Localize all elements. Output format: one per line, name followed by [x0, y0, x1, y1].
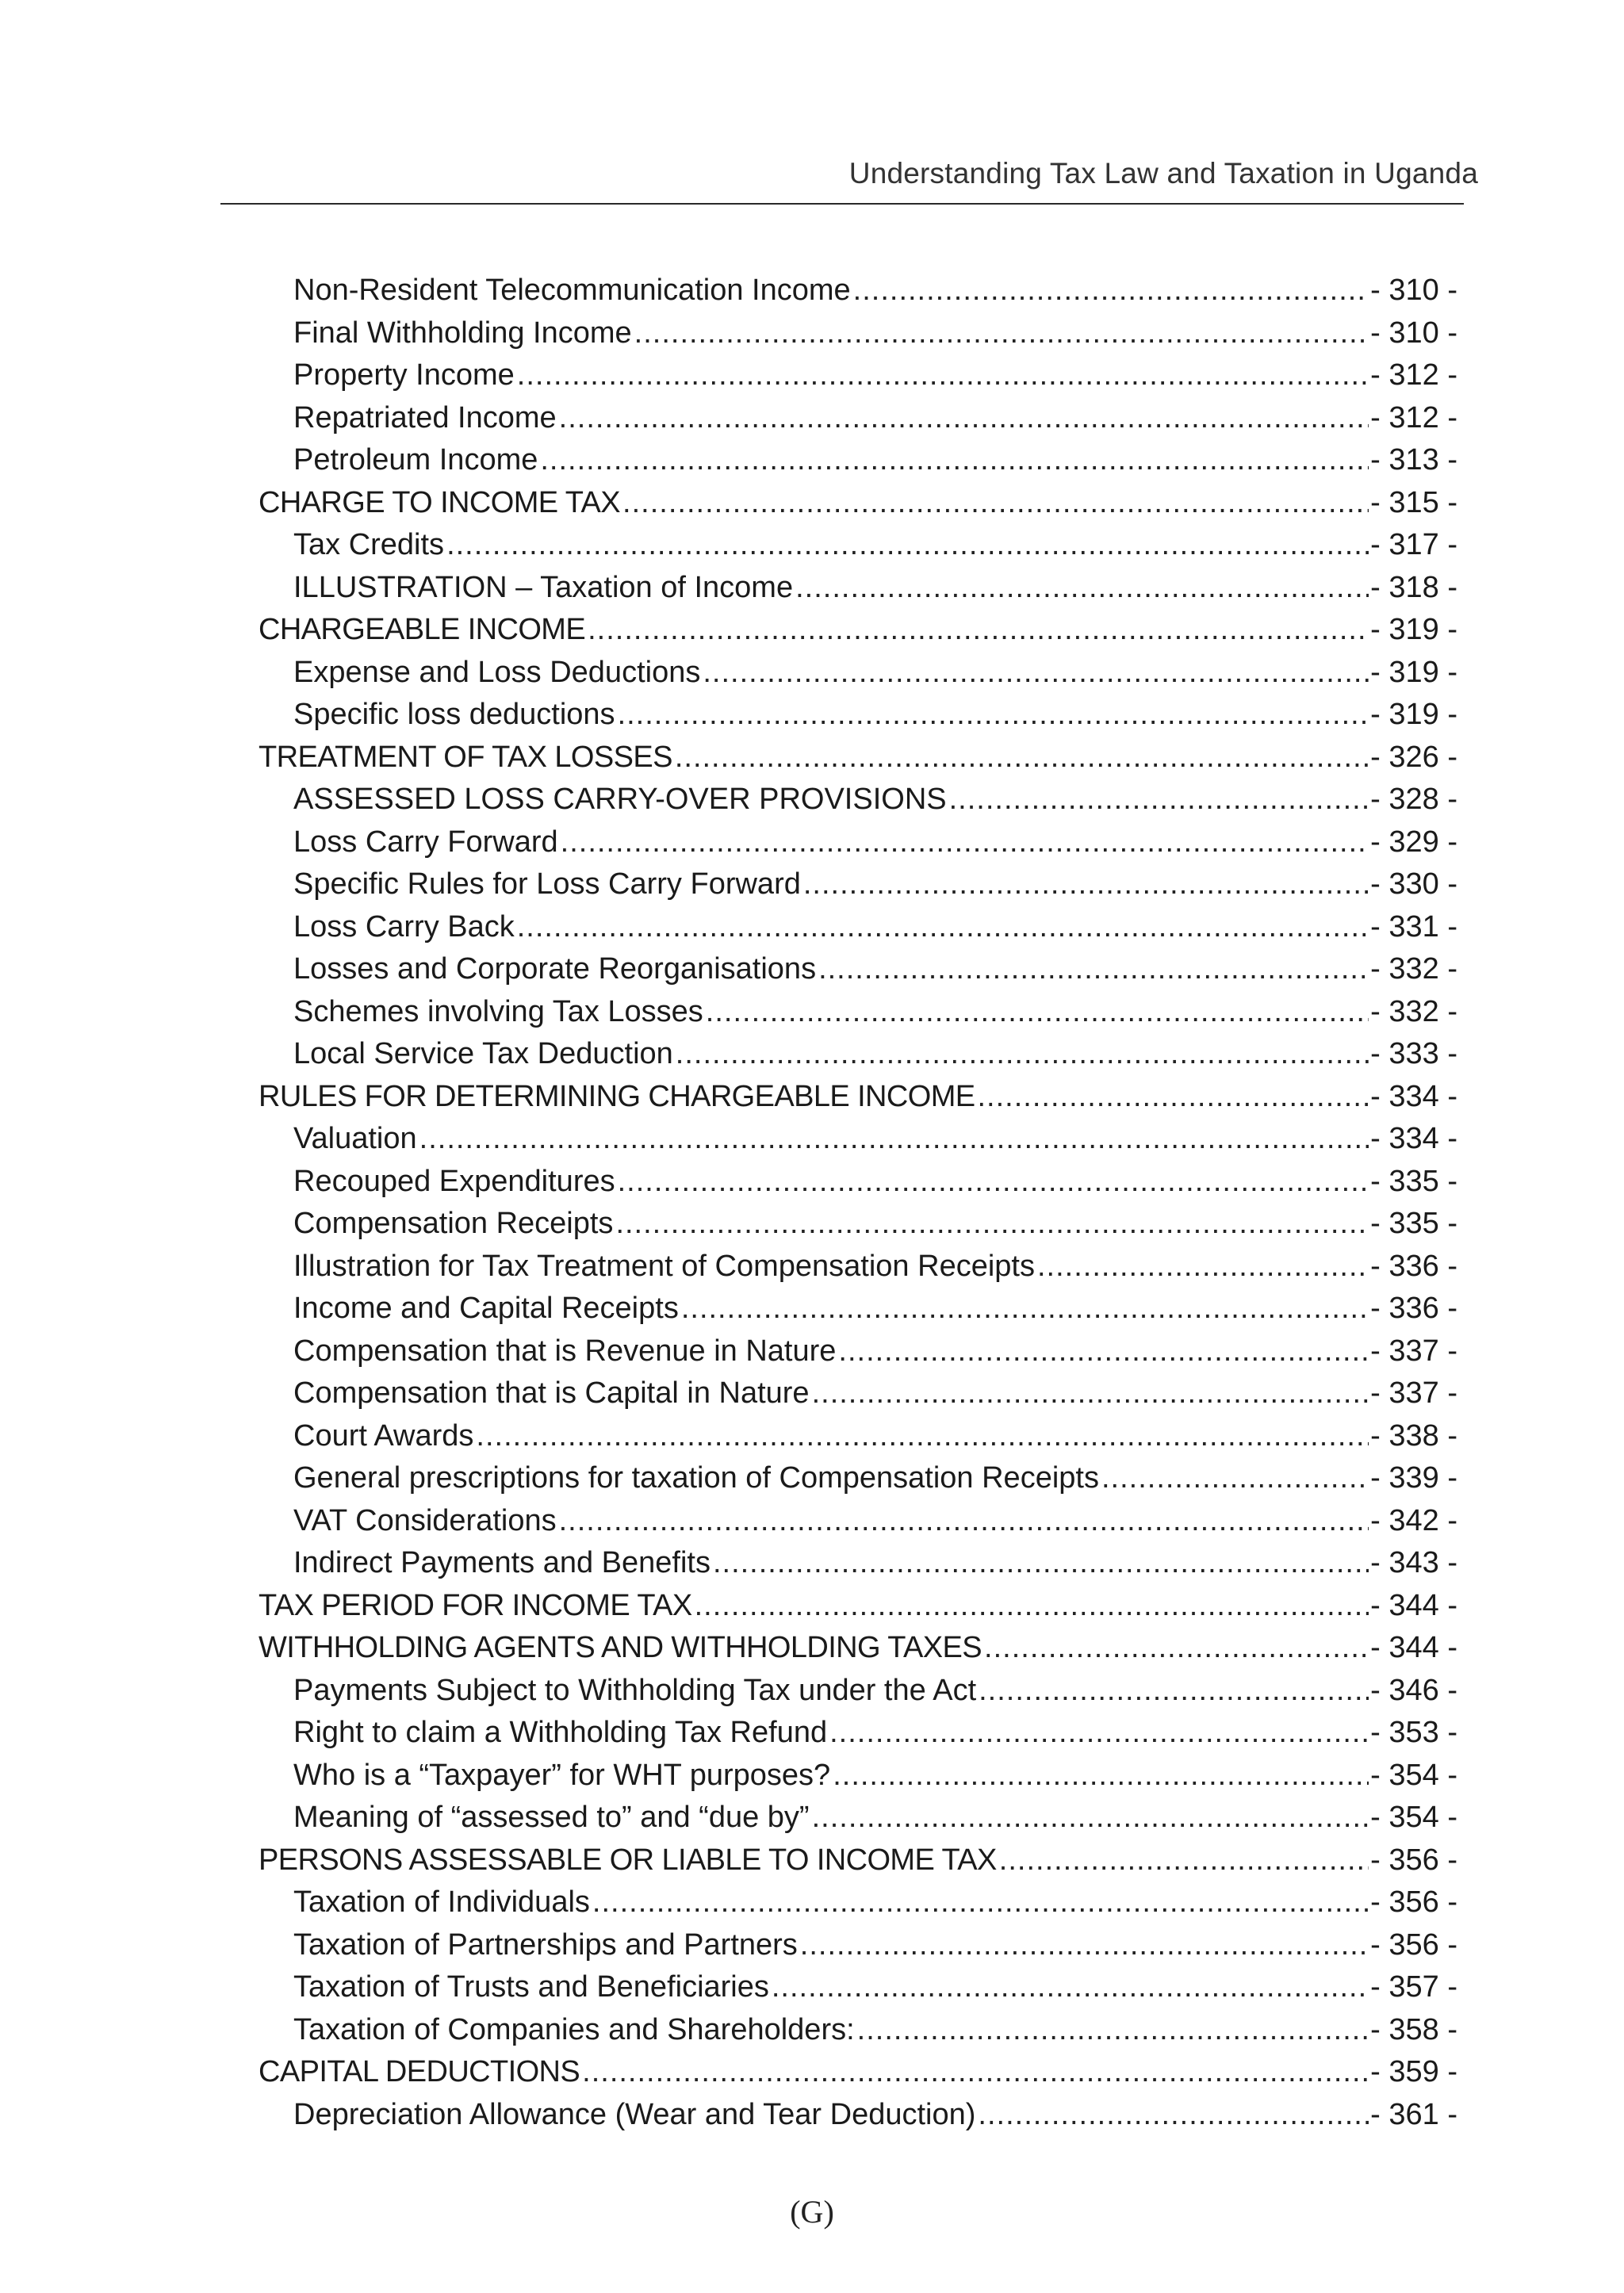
toc-entry-page: - 354 -	[1370, 1801, 1457, 1834]
toc-entry-page: - 344 -	[1370, 1588, 1457, 1622]
dot-leader	[713, 1542, 1369, 1585]
dot-leader	[622, 482, 1369, 525]
dot-leader	[446, 524, 1369, 567]
toc-entry-title: Tax Credits	[293, 528, 445, 561]
toc-entry-page: - 346 -	[1370, 1673, 1457, 1707]
toc-subsection-entry[interactable]	[259, 779, 1457, 821]
toc-subsection-entry[interactable]	[259, 991, 1457, 1034]
dot-leader	[1037, 1246, 1369, 1288]
toc-entry-title: Compensation that is Capital in Nature	[293, 1376, 810, 1410]
dot-leader	[582, 2051, 1369, 2094]
toc-entry-title: Payments Subject to Withholding Tax under the Act	[293, 1673, 977, 1707]
toc-entry-page: - 319 -	[1370, 613, 1457, 646]
toc-section-entry[interactable]	[259, 1627, 1457, 1670]
dot-leader	[695, 1585, 1369, 1628]
dot-leader	[833, 1755, 1369, 1797]
dot-leader	[812, 1797, 1369, 1839]
toc-subsection-entry[interactable]	[259, 1118, 1457, 1161]
dot-leader	[795, 567, 1369, 610]
toc-entry-page: - 332 -	[1370, 994, 1457, 1028]
toc-subsection-entry[interactable]	[259, 1500, 1457, 1543]
toc-entry-page: - 312 -	[1370, 358, 1457, 392]
toc-entry-title: Compensation Receipts	[293, 1207, 614, 1240]
page-number: (G)	[790, 2194, 834, 2230]
toc-entry-page: - 357 -	[1370, 1970, 1457, 2004]
dot-leader	[618, 1161, 1369, 1204]
toc-entry-title: PERSONS ASSESSABLE OR LIABLE TO INCOME TAX	[259, 1843, 997, 1877]
header-rule	[220, 203, 1464, 205]
toc-subsection-entry[interactable]	[259, 1755, 1457, 1797]
toc-subsection-entry[interactable]	[259, 906, 1457, 949]
dot-leader	[676, 1033, 1369, 1076]
toc-subsection-entry[interactable]	[259, 1457, 1457, 1500]
toc-entry-page: - 356 -	[1370, 1885, 1457, 1919]
dot-leader	[999, 1839, 1369, 1882]
dot-leader	[857, 2009, 1369, 2052]
toc-subsection-entry[interactable]	[259, 1288, 1457, 1330]
toc-entry-title: Taxation of Trusts and Beneficiaries	[293, 1970, 769, 2004]
toc-subsection-entry[interactable]	[259, 821, 1457, 864]
dot-leader	[517, 906, 1369, 949]
toc-entry-page: - 354 -	[1370, 1758, 1457, 1792]
dot-leader	[559, 397, 1369, 440]
toc-entry-page: - 315 -	[1370, 485, 1457, 519]
dot-leader	[978, 1076, 1369, 1119]
toc-subsection-entry[interactable]	[259, 1203, 1457, 1246]
toc-entry-page: - 335 -	[1370, 1164, 1457, 1198]
toc-section-entry[interactable]	[259, 2051, 1457, 2094]
dot-leader	[979, 1670, 1369, 1713]
toc-subsection-entry[interactable]	[259, 652, 1457, 695]
toc-entry-title: CHARGEABLE INCOME	[259, 613, 586, 646]
toc-subsection-entry[interactable]	[259, 1033, 1457, 1076]
toc-subsection-entry[interactable]	[259, 1966, 1457, 2009]
toc-subsection-entry[interactable]	[259, 1542, 1457, 1585]
dot-leader	[812, 1372, 1369, 1415]
toc-subsection-entry[interactable]	[259, 1924, 1457, 1967]
toc-entry-page: - 339 -	[1370, 1461, 1457, 1495]
toc-entry-title: TAX PERIOD FOR INCOME TAX	[259, 1588, 692, 1622]
toc-entry-page: - 331 -	[1370, 909, 1457, 944]
toc-subsection-entry[interactable]	[259, 439, 1457, 482]
dot-leader	[615, 1203, 1369, 1246]
dot-leader	[838, 1330, 1369, 1373]
toc-entry-page: - 338 -	[1370, 1418, 1457, 1453]
table-of-contents	[259, 270, 1457, 2136]
toc-section-entry[interactable]	[259, 1076, 1457, 1119]
toc-entry-page: - 356 -	[1370, 1843, 1457, 1877]
toc-entry-page: - 336 -	[1370, 1249, 1457, 1283]
toc-entry-title: VAT Considerations	[293, 1503, 557, 1537]
toc-entry-title: Taxation of Partnerships and Partners	[293, 1927, 798, 1962]
toc-subsection-entry[interactable]	[259, 1415, 1457, 1458]
toc-subsection-entry[interactable]	[259, 567, 1457, 610]
dot-leader	[618, 694, 1369, 737]
toc-section-entry[interactable]	[259, 1839, 1457, 1882]
toc-entry-page: - 310 -	[1370, 316, 1457, 350]
dot-leader	[517, 354, 1369, 397]
toc-subsection-entry[interactable]	[259, 948, 1457, 991]
toc-subsection-entry[interactable]	[259, 1797, 1457, 1839]
toc-entry-title: Specific Rules for Loss Carry Forward	[293, 867, 801, 901]
dot-leader	[803, 863, 1369, 906]
toc-entry-page: - 330 -	[1370, 867, 1457, 901]
toc-entry-page: - 312 -	[1370, 400, 1457, 434]
dot-leader	[818, 948, 1369, 991]
toc-subsection-entry[interactable]	[259, 354, 1457, 397]
toc-entry-title: Right to claim a Withholding Tax Refund	[293, 1716, 828, 1749]
toc-entry-title: Illustration for Tax Treatment of Compensation Receipts	[293, 1249, 1035, 1283]
dot-leader	[949, 779, 1369, 821]
toc-entry-title: Schemes involving Tax Losses	[293, 994, 703, 1028]
toc-entry-page: - 337 -	[1370, 1334, 1457, 1368]
toc-entry-page: - 318 -	[1370, 570, 1457, 604]
toc-entry-title: Local Service Tax Deduction	[293, 1037, 673, 1070]
toc-entry-page: - 358 -	[1370, 2012, 1457, 2046]
toc-section-entry[interactable]	[259, 737, 1457, 779]
toc-entry-page: - 326 -	[1370, 740, 1457, 774]
toc-entry-page: - 344 -	[1370, 1631, 1457, 1664]
toc-subsection-entry[interactable]	[259, 397, 1457, 440]
dot-leader	[588, 609, 1369, 652]
dot-leader	[419, 1118, 1369, 1161]
dot-leader	[634, 312, 1369, 355]
dot-leader	[829, 1712, 1369, 1755]
dot-leader	[476, 1415, 1369, 1458]
toc-subsection-entry[interactable]	[259, 2094, 1457, 2137]
dot-leader	[984, 1627, 1369, 1670]
toc-entry-page: - 359 -	[1370, 2055, 1457, 2088]
toc-subsection-entry[interactable]	[259, 312, 1457, 355]
toc-entry-title: Non-Resident Telecommunication Income	[293, 274, 851, 307]
toc-entry-page: - 319 -	[1370, 698, 1457, 731]
toc-entry-page: - 361 -	[1370, 2097, 1457, 2131]
toc-subsection-entry[interactable]	[259, 1712, 1457, 1755]
toc-entry-title: Who is a “Taxpayer” for WHT purposes?	[293, 1758, 831, 1792]
dot-leader	[706, 991, 1369, 1034]
toc-entry-title: CAPITAL DEDUCTIONS	[259, 2055, 580, 2088]
toc-entry-title: RULES FOR DETERMINING CHARGEABLE INCOME	[259, 1079, 975, 1113]
toc-section-entry[interactable]	[259, 609, 1457, 652]
toc-entry-page: - 335 -	[1370, 1207, 1457, 1240]
toc-entry-page: - 319 -	[1370, 655, 1457, 689]
dot-leader	[1101, 1457, 1369, 1500]
toc-entry-title: Loss Carry Forward	[293, 825, 558, 859]
toc-entry-page: - 343 -	[1370, 1546, 1457, 1579]
toc-entry-title: ILLUSTRATION – Taxation of Income	[293, 570, 794, 604]
toc-entry-title: Taxation of Companies and Shareholders:	[293, 2012, 855, 2046]
dot-leader	[703, 652, 1369, 695]
toc-entry-title: Expense and Loss Deductions	[293, 655, 701, 689]
toc-subsection-entry[interactable]	[259, 270, 1457, 312]
toc-entry-title: WITHHOLDING AGENTS AND WITHHOLDING TAXES	[259, 1631, 982, 1664]
toc-entry-page: - 353 -	[1370, 1716, 1457, 1749]
toc-entry-title: Valuation	[293, 1122, 417, 1155]
toc-subsection-entry[interactable]	[259, 1246, 1457, 1288]
toc-subsection-entry[interactable]	[259, 1670, 1457, 1713]
toc-entry-title: Loss Carry Back	[293, 909, 515, 944]
toc-subsection-entry[interactable]	[259, 863, 1457, 906]
toc-entry-title: Taxation of Individuals	[293, 1885, 590, 1919]
toc-entry-title: General prescriptions for taxation of Compensation Receipts	[293, 1461, 1099, 1495]
toc-entry-title: Meaning of “assessed to” and “due by”	[293, 1801, 810, 1834]
toc-entry-page: - 329 -	[1370, 825, 1457, 859]
toc-entry-title: Repatriated Income	[293, 400, 557, 434]
toc-entry-page: - 342 -	[1370, 1503, 1457, 1537]
running-header-title: Understanding Tax Law and Taxation in Uganda	[848, 157, 1478, 189]
toc-entry-page: - 332 -	[1370, 952, 1457, 986]
toc-entry-title: Petroleum Income	[293, 443, 538, 477]
dot-leader	[592, 1881, 1369, 1924]
toc-subsection-entry[interactable]	[259, 694, 1457, 737]
dot-leader	[559, 1500, 1369, 1543]
toc-entry-title: ASSESSED LOSS CARRY-OVER PROVISIONS	[293, 783, 947, 816]
toc-entry-title: Recouped Expenditures	[293, 1164, 615, 1198]
toc-subsection-entry[interactable]	[259, 1161, 1457, 1204]
toc-entry-page: - 337 -	[1370, 1376, 1457, 1410]
toc-entry-title: Depreciation Allowance (Wear and Tear Deduction)	[293, 2097, 976, 2131]
toc-entry-page: - 334 -	[1370, 1079, 1457, 1113]
toc-entry-title: Specific loss deductions	[293, 698, 615, 731]
dot-leader	[681, 1288, 1369, 1330]
dot-leader	[540, 439, 1369, 482]
toc-subsection-entry[interactable]	[259, 1881, 1457, 1924]
toc-entry-page: - 313 -	[1370, 443, 1457, 477]
toc-entry-page: - 356 -	[1370, 1927, 1457, 1962]
toc-entry-page: - 333 -	[1370, 1037, 1457, 1070]
toc-entry-title: TREATMENT OF TAX LOSSES	[259, 740, 672, 774]
toc-entry-title: Court Awards	[293, 1418, 474, 1453]
toc-subsection-entry[interactable]	[259, 2009, 1457, 2052]
toc-entry-title: Indirect Payments and Benefits	[293, 1546, 710, 1579]
toc-entry-title: Losses and Corporate Reorganisations	[293, 952, 817, 986]
toc-subsection-entry[interactable]	[259, 1330, 1457, 1373]
toc-entry-title: Final Withholding Income	[293, 316, 632, 350]
dot-leader	[561, 821, 1369, 864]
toc-entry-page: - 336 -	[1370, 1292, 1457, 1325]
dot-leader	[853, 270, 1369, 312]
toc-entry-page: - 317 -	[1370, 528, 1457, 561]
toc-entry-page: - 310 -	[1370, 274, 1457, 307]
toc-entry-title: Property Income	[293, 358, 515, 392]
toc-section-entry[interactable]	[259, 1585, 1457, 1628]
toc-entry-title: Compensation that is Revenue in Nature	[293, 1334, 837, 1368]
dot-leader	[800, 1924, 1369, 1967]
toc-entry-page: - 328 -	[1370, 783, 1457, 816]
toc-entry-title: CHARGE TO INCOME TAX	[259, 485, 621, 519]
dot-leader	[772, 1966, 1369, 2009]
dot-leader	[978, 2094, 1369, 2137]
toc-section-entry[interactable]	[259, 482, 1457, 525]
toc-entry-title: Income and Capital Receipts	[293, 1292, 679, 1325]
toc-entry-page: - 334 -	[1370, 1122, 1457, 1155]
dot-leader	[675, 737, 1369, 779]
toc-subsection-entry[interactable]	[259, 1372, 1457, 1415]
toc-subsection-entry[interactable]	[259, 524, 1457, 567]
